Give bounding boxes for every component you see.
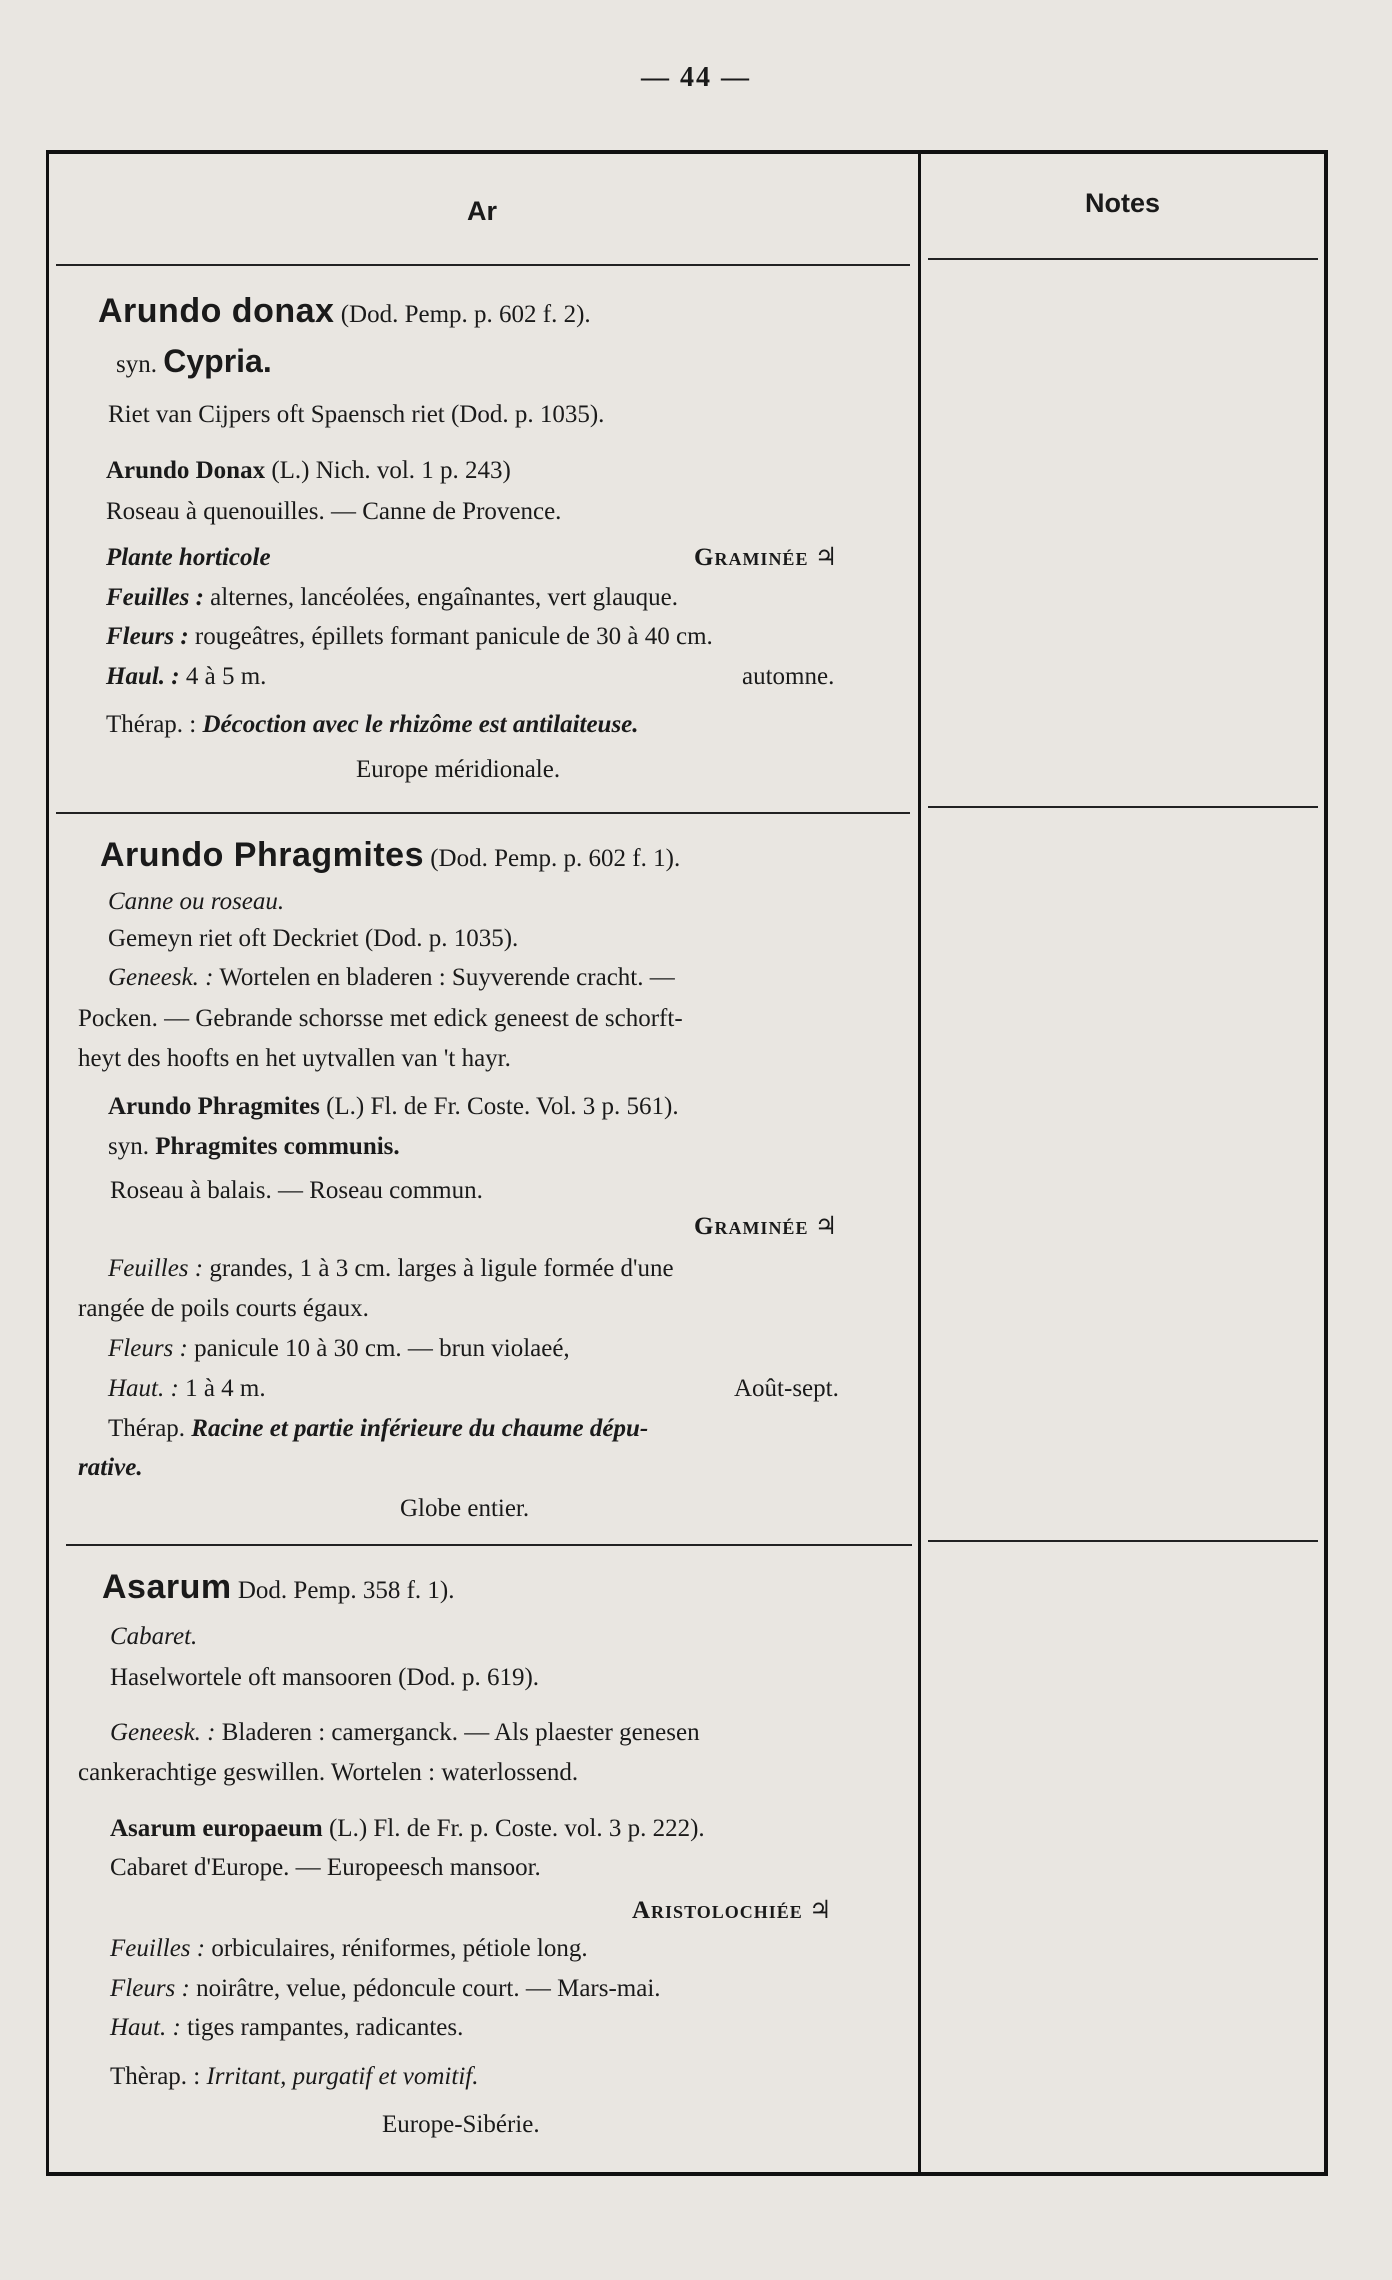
vernacular-name: Gemeyn riet oft Deckriet (Dod. p. 1035). xyxy=(108,925,519,952)
height-label: Haul. : xyxy=(106,663,180,690)
common-names: Roseau à balais. — Roseau commun. xyxy=(110,1177,483,1204)
column-divider xyxy=(918,150,921,2176)
entry-name: Asarum xyxy=(102,1568,232,1606)
leaves-label: Feuilles : xyxy=(108,1255,204,1282)
entry-reference: (Dod. Pemp. p. 602 f. 2). xyxy=(340,301,591,328)
common-names: Roseau à quenouilles. — Canne de Provence. xyxy=(106,498,562,525)
geneesk-text-3: heyt des hoofts en het uytvallen van 't hayr. xyxy=(78,1045,511,1072)
family-name: Graminée xyxy=(694,544,809,571)
height-text: 1 à 4 m. xyxy=(185,1375,266,1402)
geneesk-text-1: Bladeren : camerganck. — Als plaester genesen xyxy=(221,1719,700,1746)
flowers-text: noirâtre, velue, pédoncule court. — Mars-mai. xyxy=(196,1975,661,2002)
common-names: Cabaret d'Europe. — Europeesch mansoor. xyxy=(110,1854,541,1881)
notes-rule xyxy=(928,1540,1318,1542)
therap-label: Thérap. xyxy=(108,1415,186,1442)
entry-name: Arundo donax xyxy=(98,292,335,330)
distribution: Europe-Sibérie. xyxy=(382,2111,540,2138)
therap-text-2: rative. xyxy=(78,1454,143,1481)
height-label: Haut. : xyxy=(108,1375,179,1402)
leaves-label: Feuilles : xyxy=(106,584,204,611)
notes-rule xyxy=(928,806,1318,808)
distribution: Globe entier. xyxy=(400,1495,530,1522)
flowers-text: rougeâtres, épillets formant panicule de 30 à 40 cm. xyxy=(194,623,713,650)
leaves-text: alternes, lancéolées, engaînantes, vert glauque. xyxy=(210,584,679,611)
column-header-ar: Ar xyxy=(466,196,497,226)
geneesk-label: Geneesk. : xyxy=(108,964,214,991)
height-label: Haut. : xyxy=(110,2014,181,2041)
perennial-symbol: ♃ xyxy=(809,1897,832,1924)
scientific-name: Arundo Phragmites xyxy=(108,1093,320,1120)
scientific-name: Arundo Donax xyxy=(106,457,266,484)
therap-label: Thérap. : xyxy=(106,711,197,738)
entry-rule xyxy=(66,1544,912,1546)
scientific-reference: (L.) Fl. de Fr. Coste. Vol. 3 p. 561). xyxy=(326,1093,679,1120)
therap-text-1: Racine et partie inférieure du chaume dépu- xyxy=(191,1415,649,1442)
entry-reference: (Dod. Pemp. p. 602 f. 1). xyxy=(430,845,681,872)
height-text: 4 à 5 m. xyxy=(185,663,267,690)
therap-text: Irritant, purgatif et vomitif. xyxy=(206,2063,479,2090)
leaves-text-2: rangée de poils courts égaux. xyxy=(78,1295,369,1322)
alternate-name: Cabaret. xyxy=(110,1623,198,1650)
entry-name: Arundo Phragmites xyxy=(100,836,424,874)
plant-type: Plante horticole xyxy=(106,544,271,571)
synonym-name: Cypria. xyxy=(163,343,272,379)
flowering-season: Août-sept. xyxy=(734,1375,839,1402)
therap-text: Décoction avec le rhizôme est antilaiteuse. xyxy=(202,711,639,738)
geneesk-label: Geneesk. : xyxy=(110,1719,216,1746)
header-rule-right xyxy=(928,258,1318,260)
family-name: Graminée xyxy=(694,1213,809,1240)
column-header-notes: Notes xyxy=(1084,188,1160,218)
geneesk-text-2: Pocken. — Gebrande schorsse met edick geneest de schorft- xyxy=(78,1005,683,1032)
syn-label: syn. xyxy=(116,351,157,378)
flowers-label: Fleurs : xyxy=(106,623,189,650)
syn-label: syn. xyxy=(108,1133,149,1160)
leaves-text-1: grandes, 1 à 3 cm. larges à ligule formée d'une xyxy=(209,1255,674,1282)
vernacular-name: Haselwortele oft mansooren (Dod. p. 619). xyxy=(110,1664,540,1691)
flowers-label: Fleurs : xyxy=(110,1975,190,2002)
leaves-text: orbiculaires, réniformes, pétiole long. xyxy=(211,1935,588,1962)
page-number: — 44 — xyxy=(641,62,751,93)
perennial-symbol: ♃ xyxy=(814,544,838,571)
synonym-name: Phragmites communis. xyxy=(155,1133,400,1160)
geneesk-text-2: cankerachtige geswillen. Wortelen : waterlossend. xyxy=(78,1759,579,1786)
vernacular-name: Riet van Cijpers oft Spaensch riet (Dod. p. 1035). xyxy=(108,401,605,428)
header-rule-left xyxy=(56,264,910,266)
entry-reference: Dod. Pemp. 358 f. 1). xyxy=(237,1577,455,1604)
entry-rule xyxy=(56,812,910,814)
flowers-text: panicule 10 à 30 cm. — brun violaeé, xyxy=(194,1335,570,1362)
flowering-season: automne. xyxy=(742,663,835,690)
therap-label: Thèrap. : xyxy=(110,2063,201,2090)
scientific-reference: (L.) Fl. de Fr. p. Coste. vol. 3 p. 222). xyxy=(328,1815,705,1842)
geneesk-text-1: Wortelen en bladeren : Suyverende cracht. — xyxy=(219,964,675,991)
scientific-reference: (L.) Nich. vol. 1 p. 243) xyxy=(271,457,511,484)
perennial-symbol: ♃ xyxy=(814,1213,838,1240)
leaves-label: Feuilles : xyxy=(110,1935,206,1962)
alternate-name: Canne ou roseau. xyxy=(108,888,285,915)
family-name: Aristolochiée xyxy=(632,1897,803,1924)
scientific-name: Asarum europaeum xyxy=(110,1815,323,1842)
flowers-label: Fleurs : xyxy=(108,1335,188,1362)
height-text: tiges rampantes, radicantes. xyxy=(187,2014,464,2041)
distribution: Europe méridionale. xyxy=(356,756,561,783)
